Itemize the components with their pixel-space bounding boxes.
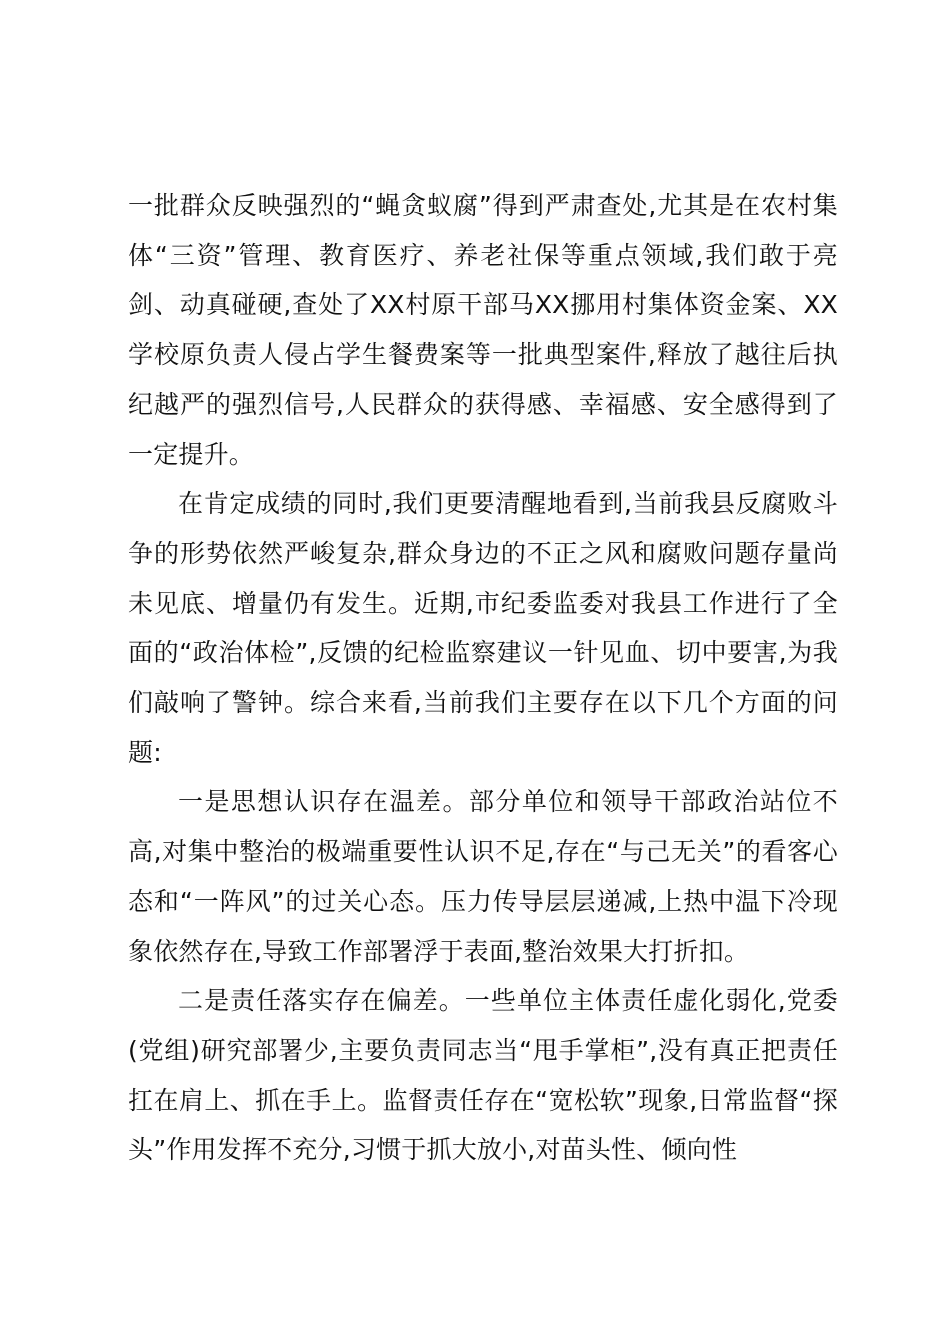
paragraph-issue-two: 二是责任落实存在偏差。一些单位主体责任虚化弱化,党委(党组)研究部署少,主要负责同志当“甩手掌柜”,没有真正把责任扛在肩上、抓在手上。监督责任存在“宽松软”现象,日常监督“探头”作用发挥不充分,习惯于抓大放小,对苗头性、倾向性 (128, 986, 838, 1165)
document-body (128, 181, 838, 1175)
paragraph-continuation: 一批群众反映强烈的“蝇贪蚁腐”得到严肃查处,尤其是在农村集体“三资”管理、教育医疗、养老社保等重点领域,我们敢于亮剑、动真碰硬,查处了XX村原干部马XX挪用村集体资金案、XX学校原负责人侵占学生餐费案等一批典型案件,释放了越往后执纪越严的强烈信号,人民群众的获得感、幸福感、安全感得到了一定提升。 (128, 191, 838, 469)
paragraph-issue-one: 一是思想认识存在温差。部分单位和领导干部政治站位不高,对集中整治的极端重要性认识不足,存在“与己无关”的看客心态和“一阵风”的过关心态。压力传导层层递减,上热中温下冷现象依然存在,导致工作部署浮于表面,整治效果大打折扣。 (128, 787, 838, 966)
paragraph-situation: 在肯定成绩的同时,我们更要清醒地看到,当前我县反腐败斗争的形势依然严峻复杂,群众身边的不正之风和腐败问题存量尚未见底、增量仍有发生。近期,市纪委监委对我县工作进行了全面的“政治体检”,反馈的纪检监察建议一针见血、切中要害,为我们敲响了警钟。综合来看,当前我们主要存在以下几个方面的问题: (128, 489, 838, 767)
